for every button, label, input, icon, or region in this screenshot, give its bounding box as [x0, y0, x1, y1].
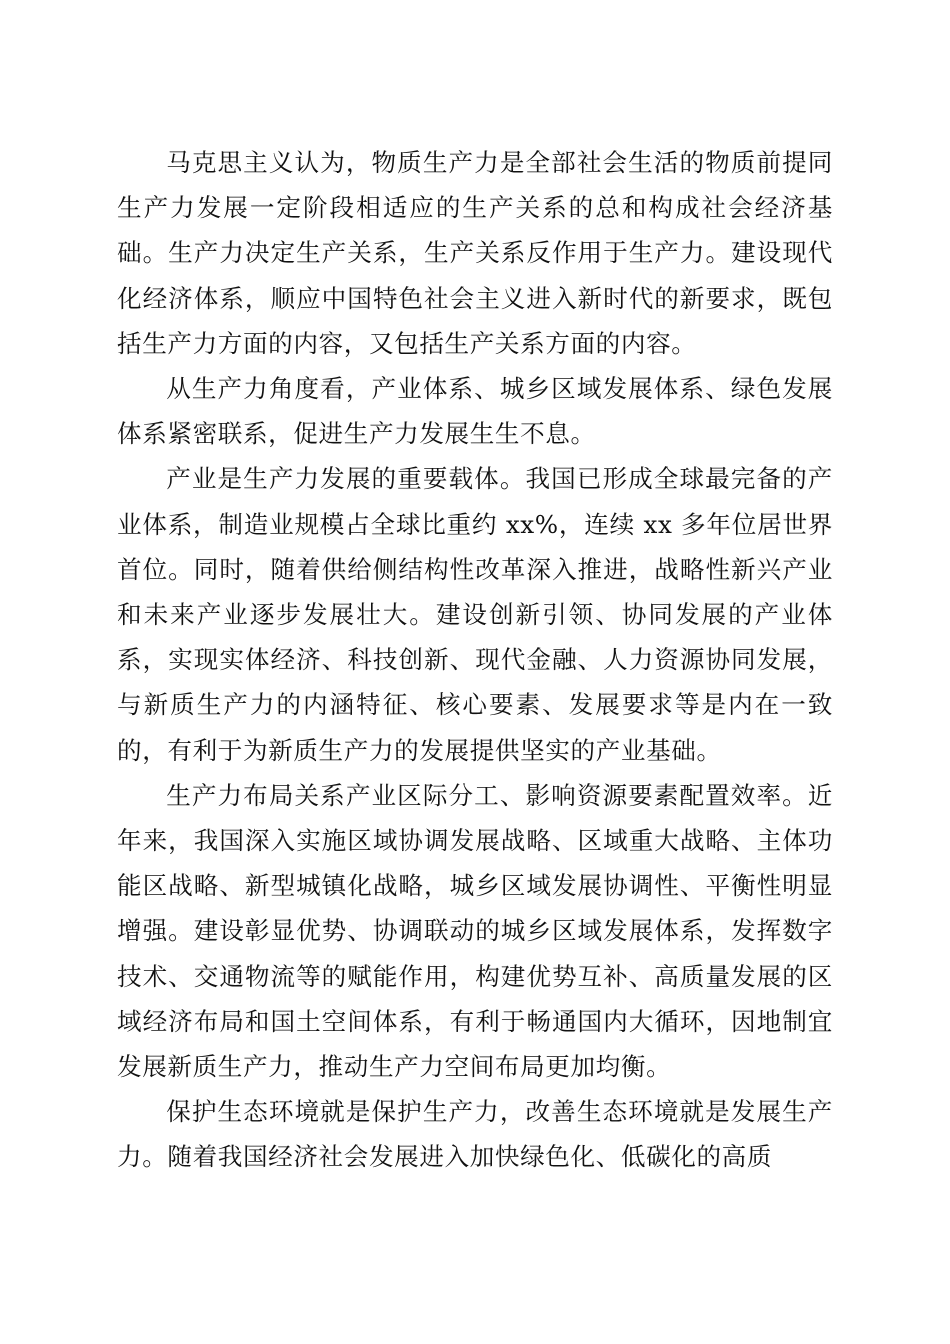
document-body	[117, 140, 833, 1180]
paragraph-ecological-environment: 保护生态环境就是保护生产力，改善生态环境就是发展生产力。随着我国经济社会发展进入加快绿色化、低碳化的高质	[117, 1097, 833, 1172]
paragraph-industrial-system: 产业是生产力发展的重要载体。我国已形成全球最完备的产业体系，制造业规模占全球比重约 xx%，连续 xx 多年位居世界首位。同时，随着供给侧结构性改革深入推进，战略性新兴产业和未来产业逐步发展壮大。建设创新引领、协同发展的产业体系，实现实体经济、科技创新、现代金融、人力资源协同发展，与新质生产力的内涵特征、核心要素、发展要求等是内在一致的，有利于为新质生产力的发展提供坚实的产业基础。	[117, 464, 833, 765]
paragraph-marxism-productivity: 马克思主义认为，物质生产力是全部社会生活的物质前提同生产力发展一定阶段相适应的生产关系的总和构成社会经济基础。生产力决定生产关系，生产关系反作用于生产力。建设现代化经济体系，顺应中国特色社会主义进入新时代的新要求，既包括生产力方面的内容，又包括生产关系方面的内容。	[117, 148, 833, 358]
paragraph-productivity-perspective: 从生产力角度看，产业体系、城乡区域发展体系、绿色发展体系紧密联系，促进生产力发展生生不息。	[117, 374, 833, 449]
paragraph-regional-development: 生产力布局关系产业区际分工、影响资源要素配置效率。近年来，我国深入实施区域协调发展战略、区域重大战略、主体功能区战略、新型城镇化战略，城乡区域发展协调性、平衡性明显增强。建设彰显优势、协调联动的城乡区域发展体系，发挥数字技术、交通物流等的赋能作用，构建优势互补、高质量发展的区域经济布局和国土空间体系，有利于畅通国内大循环，因地制宜发展新质生产力，推动生产力空间布局更加均衡。	[117, 780, 833, 1082]
